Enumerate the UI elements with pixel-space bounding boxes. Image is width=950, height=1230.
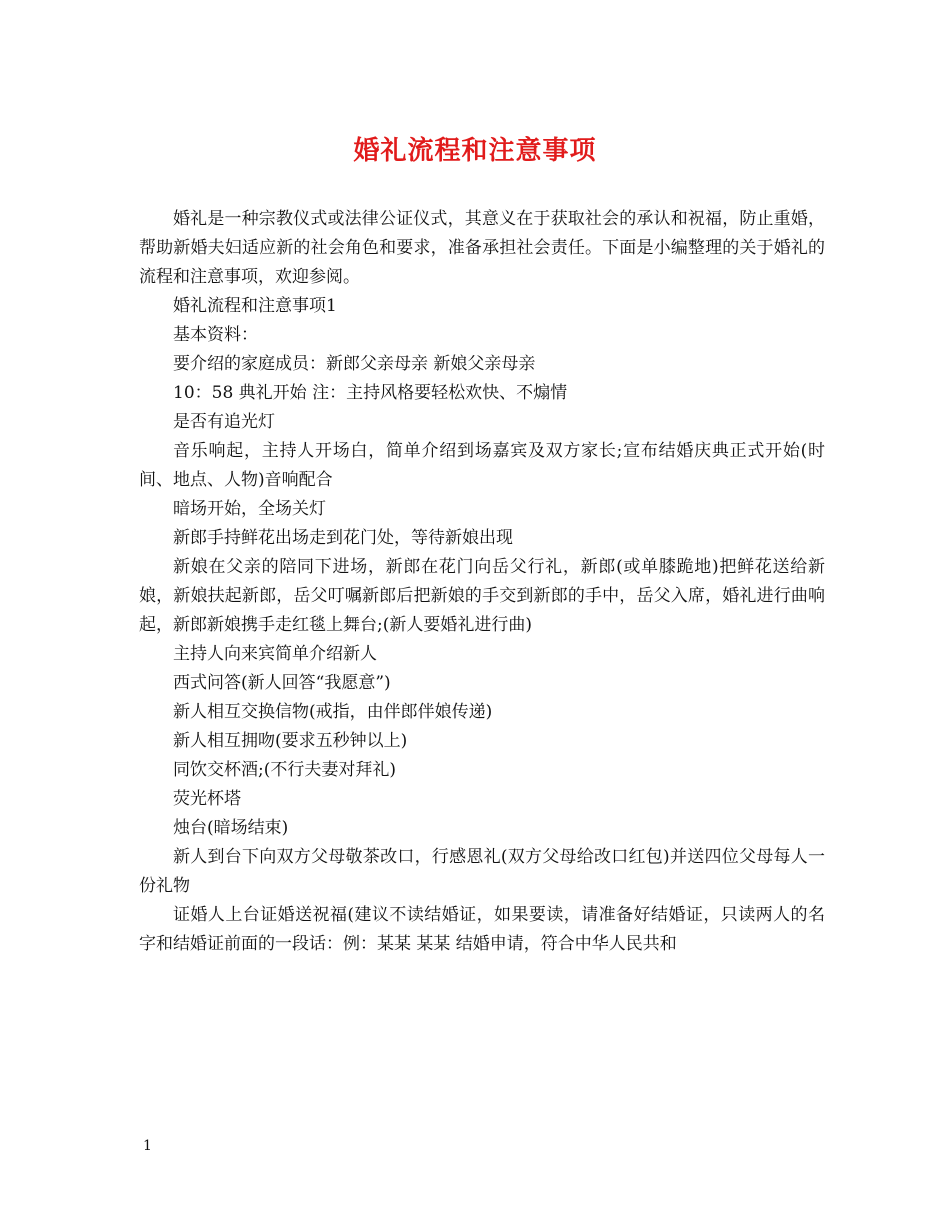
paragraph: 烛台(暗场结束) [173, 818, 289, 838]
paragraph: 是否有追光灯 [173, 412, 275, 432]
paragraph: 10：58 典礼开始 注：主持风格要轻松欢快、不煽情 [173, 383, 568, 403]
paragraph: 新人到台下向双方父母敬茶改口，行感恩礼(双方父母给改口红包)并送四位父母每人一份礼物 [139, 847, 825, 896]
paragraph: 荧光杯塔 [173, 789, 241, 809]
paragraph: 证婚人上台证婚送祝福(建议不读结婚证，如果要读，请准备好结婚证，只读两人的名字和结婚证前面的一段话：例：某某 某某 结婚申请，符合中华人民共和 [139, 905, 825, 954]
paragraph: 新娘在父亲的陪同下进场，新郎在花门向岳父行礼，新郎(或单膝跪地)把鲜花送给新娘，新娘扶起新郎，岳父叮嘱新郎后把新娘的手交到新郎的手中，岳父入席，婚礼进行曲响起，新郎新娘携手走红毯上舞台;(新人要婚礼进行曲) [139, 557, 825, 635]
paragraph: 婚礼流程和注意事项1 [173, 296, 337, 316]
paragraph: 暗场开始，全场关灯 [173, 499, 326, 519]
paragraph: 新人相互交换信物(戒指，由伴郎伴娘传递) [173, 702, 493, 722]
paragraph: 音乐响起，主持人开场白，简单介绍到场嘉宾及双方家长;宣布结婚庆典正式开始(时间、地点、人物)音响配合 [139, 441, 825, 490]
document-title: 婚礼流程和注意事项 [353, 136, 597, 166]
paragraph: 西式问答(新人回答“我愿意”) [173, 673, 391, 693]
document-body [139, 205, 825, 959]
paragraph: 同饮交杯酒;(不行夫妻对拜礼) [173, 760, 396, 780]
paragraph: 婚礼是一种宗教仪式或法律公证仪式，其意义在于获取社会的承认和祝福，防止重婚，帮助新婚夫妇适应新的社会角色和要求，准备承担社会责任。下面是小编整理的关于婚礼的流程和注意事项，欢迎参阅。 [139, 209, 825, 287]
paragraph: 要介绍的家庭成员：新郎父亲母亲 新娘父亲母亲 [173, 354, 536, 374]
page-number: 1 [143, 1138, 152, 1154]
paragraph: 基本资料： [173, 325, 258, 345]
paragraph: 新郎手持鲜花出场走到花门处，等待新娘出现 [173, 528, 513, 548]
paragraph: 新人相互拥吻(要求五秒钟以上) [173, 731, 408, 751]
paragraph: 主持人向来宾简单介绍新人 [173, 644, 377, 664]
